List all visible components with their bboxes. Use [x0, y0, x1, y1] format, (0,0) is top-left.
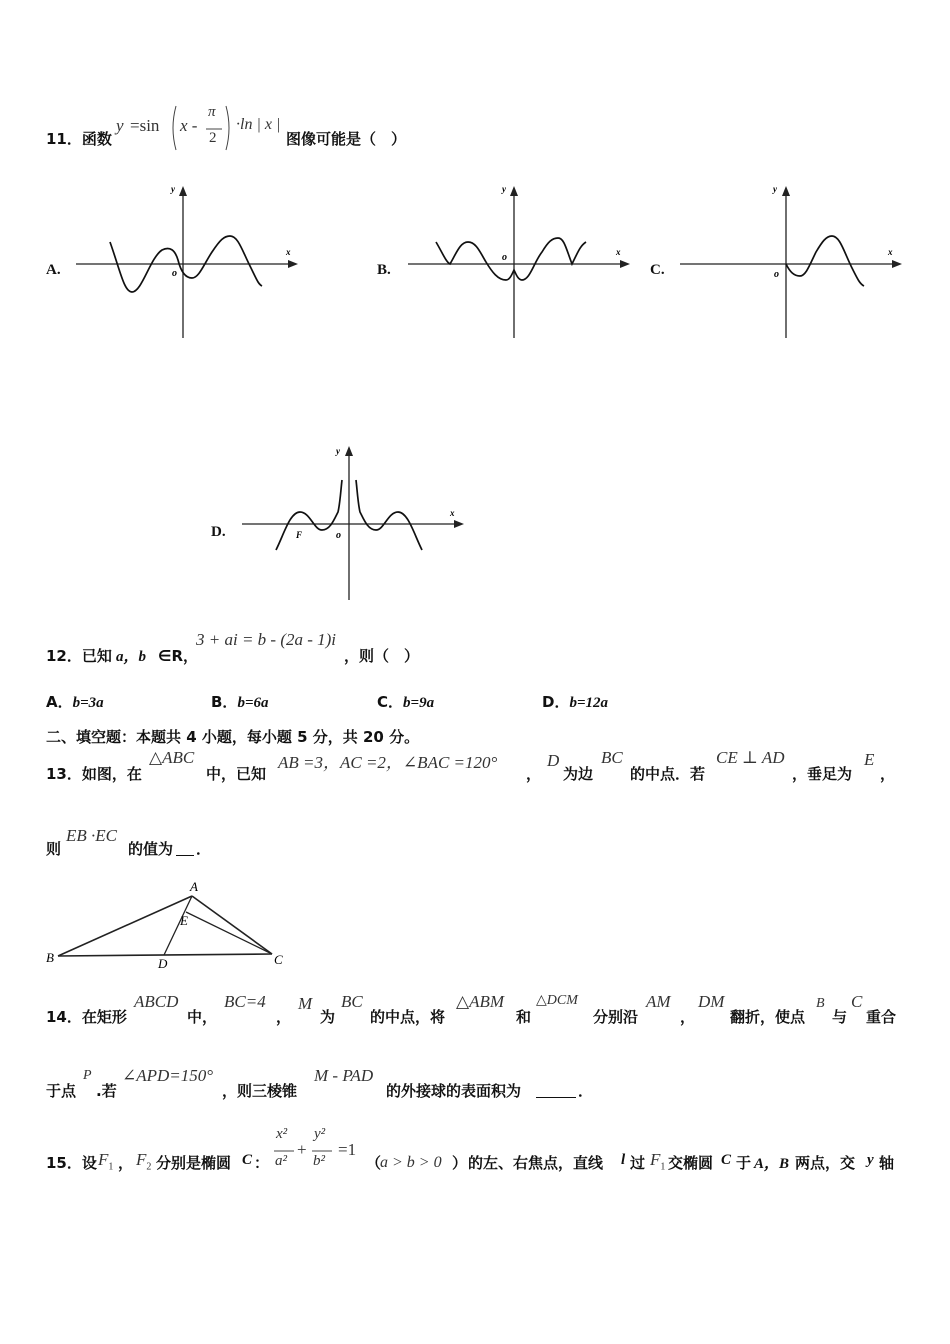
q11-option-a-label: A. — [46, 262, 61, 278]
q15-f2: $F_2$ — [136, 1150, 152, 1173]
q12-vars: a，b — [116, 649, 147, 665]
q14-he: 和 — [516, 1008, 532, 1026]
q13-mid2: 为边 — [563, 765, 594, 783]
q14-end: 重合 — [866, 1008, 897, 1026]
q14-abcd: ABCD — [134, 992, 179, 1011]
section-2-heading: 二、填空题：本题共 4 小题，每小题 5 分，共 20 分。 — [46, 728, 420, 746]
q15-number: 15．设 — [46, 1154, 97, 1172]
q14-m: M — [298, 994, 313, 1013]
q13-triangle: △ABC — [149, 748, 195, 767]
q15-tail: 两点，交 — [795, 1154, 856, 1172]
q15-x2: x² — [276, 1126, 288, 1142]
q14-line2-c: ，则三棱锥 — [222, 1082, 298, 1100]
q15-f1: $F_1$ — [98, 1150, 114, 1173]
q14-wei: 为 — [320, 1008, 336, 1026]
q14-comma2: ， — [680, 1008, 696, 1026]
q15-yu: 于 — [736, 1154, 752, 1172]
q11-number: 11．函数 — [46, 130, 112, 148]
q13-conditions: AB =3，AC =2，∠BAC =120° — [278, 753, 498, 772]
q15-colon: ： — [254, 1154, 270, 1172]
q15-c2: C — [721, 1152, 732, 1168]
q13-line2-b: 的值为 — [128, 840, 174, 858]
q15-mid3: 交椭圆 — [668, 1154, 714, 1172]
q12-choice-a[interactable]: A．b=3a — [46, 693, 104, 711]
q11-formula-x: x - — [180, 116, 198, 135]
q13-triangle-figure — [40, 874, 300, 974]
q14-mid1: 中， — [187, 1008, 218, 1026]
q14-c: C — [851, 992, 863, 1011]
q13-figure-b: B — [46, 950, 54, 965]
q11-graph-c-x: x — [888, 247, 893, 257]
q13-bc: BC — [601, 748, 623, 767]
q14-line2-a: 于点 — [46, 1082, 77, 1100]
q11-graph-b-x: x — [616, 247, 621, 257]
q14-line2-b: .若 — [96, 1082, 117, 1100]
q15-mid1: 分别是椭圆 — [156, 1154, 232, 1172]
q14-mid2: 的中点，将 — [370, 1008, 446, 1026]
q11-formula-ln: ·ln | x | — [236, 116, 281, 133]
q15-a2: a² — [275, 1153, 287, 1169]
q14-mid4: 翻折，使点 — [730, 1008, 806, 1026]
q15-paren-left: （ — [366, 1154, 382, 1172]
q15-b2: b² — [313, 1153, 325, 1169]
q11-tail: 图像可能是（ ） — [286, 130, 407, 148]
q14-pyramid: M - PAD — [314, 1066, 374, 1085]
q15-eq1: =1 — [338, 1140, 357, 1159]
q11-formula-y: y — [116, 116, 124, 135]
q12-choice-b[interactable]: B．b=6a — [211, 693, 269, 711]
q13-comma: ， — [526, 765, 542, 783]
q13-mid1: 中，已知 — [206, 765, 267, 783]
q11-option-b-label: B. — [377, 262, 391, 278]
q15-c: C — [242, 1152, 253, 1168]
q13-figure-e: E — [180, 913, 188, 928]
q11-graph-d-f: F — [296, 530, 303, 540]
q14-p: P — [83, 1068, 92, 1083]
q11-graph-c — [676, 180, 906, 342]
q14-am: AM — [646, 992, 671, 1011]
q11-formula-sin: =sin — [130, 116, 160, 135]
q14-b: B — [816, 996, 825, 1011]
q15-condition: a > b > 0 — [380, 1154, 442, 1171]
q15-l: l — [621, 1152, 626, 1168]
q11-formula-two: 2 — [209, 130, 217, 146]
q15-axis: 轴 — [879, 1154, 895, 1172]
q11-graph-a-y: y — [171, 184, 175, 194]
q15-comma: ， — [118, 1154, 134, 1172]
q12-formula: 3 + ai = b - (2a - 1)i — [196, 630, 337, 649]
q14-dm: DM — [698, 992, 725, 1011]
q13-line2-a: 则 — [46, 840, 62, 858]
q15-plus: + — [297, 1140, 307, 1159]
q11-graph-a — [72, 180, 304, 342]
q14-number: 14．在矩形 — [46, 1008, 127, 1026]
q15-mid2: 的左、右焦点，直线 — [468, 1154, 604, 1172]
q14-line2-d: 的外接球的表面积为 — [386, 1082, 522, 1100]
q12-tail: ，则（ ） — [344, 647, 420, 665]
q13-mid3: 的中点．若 — [630, 765, 706, 783]
q13-figure-a: A — [190, 879, 198, 894]
q11-graph-d-x: x — [450, 508, 455, 518]
q13-figure-d: D — [158, 956, 168, 971]
q15-guo: 过 — [630, 1154, 646, 1172]
q13-dot-product: EB ·EC — [66, 826, 117, 845]
q11-graph-b-origin: o — [502, 252, 507, 263]
q14-comma: ， — [276, 1008, 292, 1026]
q13-e: E — [864, 750, 875, 769]
q11-formula-pi: π — [208, 104, 216, 120]
q11-option-d-label: D. — [211, 524, 226, 540]
q12-choice-d[interactable]: D．b=12a — [542, 693, 609, 711]
q12-number: 12．已知 — [46, 647, 112, 665]
q14-mid3: 分别沿 — [593, 1008, 639, 1026]
q13-perp: CE ⊥ AD — [716, 748, 785, 767]
q15-ab: A，B — [754, 1156, 790, 1172]
q11-option-c-label: C. — [650, 262, 665, 278]
q13-end: ， — [880, 765, 896, 783]
q13-answer-blank[interactable] — [176, 838, 194, 856]
q14-yu: 与 — [832, 1008, 848, 1026]
q13-d: D — [547, 751, 560, 770]
q11-graph-b — [404, 180, 636, 342]
q14-answer-blank[interactable] — [536, 1080, 576, 1098]
q14-angle: ∠APD=150° — [122, 1066, 214, 1085]
q13-figure-c: C — [274, 952, 283, 967]
q14-line2-e: ． — [578, 1082, 594, 1100]
q14-bc4: BC=4 — [224, 992, 266, 1011]
q14-abm: △ABM — [456, 992, 505, 1011]
q12-choice-c[interactable]: C．b=9a — [377, 693, 435, 711]
q13-line2-c: ． — [196, 840, 212, 858]
q14-dcm: △DCM — [536, 993, 578, 1008]
q15-y2: y² — [314, 1126, 326, 1142]
q11-graph-c-origin: o — [774, 269, 779, 280]
q11-graph-b-y: y — [502, 184, 506, 194]
q15-paren-right: ） — [452, 1154, 468, 1172]
q11-graph-d-origin: o — [336, 530, 341, 541]
q15-y: y — [867, 1152, 874, 1168]
q13-number: 13．如图，在 — [46, 765, 142, 783]
q11-graph-d-y: y — [336, 446, 340, 456]
q11-graph-d — [238, 440, 470, 604]
q15-f1b: $F_1$ — [650, 1150, 666, 1173]
q11-graph-c-y: y — [773, 184, 777, 194]
q13-mid4: ，垂足为 — [792, 765, 853, 783]
q11-graph-a-origin: o — [172, 268, 177, 279]
q11-graph-a-x: x — [286, 247, 291, 257]
q12-in-r: ∈R， — [158, 647, 198, 665]
q14-bc: BC — [341, 992, 363, 1011]
